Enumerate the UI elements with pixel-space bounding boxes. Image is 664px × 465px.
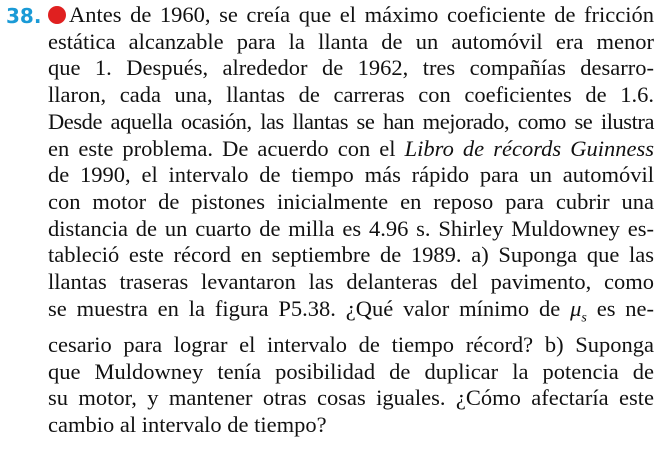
text-line-11: llantas traseras levantaron las delanteras del pavimento, como [48, 269, 654, 295]
text-line-16: cambio al intervalo de tiempo? [48, 412, 327, 438]
text-line-15: su motor, y mantener otras cosas iguales. ¿Cómo afectaría este [48, 385, 654, 411]
problem-number: 38. [6, 4, 42, 28]
text-line-12: se muestra en la figura P5.38. ¿Qué valor mínimo de $\mu_s$ es ne- [48, 295, 655, 326]
text-line-8: con motor de pistones inicialmente en reposo para cubrir una [48, 188, 654, 214]
text-line-5: Desde aquella ocasión, las llantas se han mejorado, como se ilustra [48, 108, 654, 134]
text-line-1: Antes de 1960, se creía que el máximo coeficiente de fricción [48, 2, 654, 29]
text-line-4: llaron, cada una, llantas de carreras con coeficientes de 1.6. [48, 82, 654, 108]
book-title: Libro de récords Guinness [404, 135, 654, 161]
text-line-7: de 1990, el intervalo de tiempo más rápido para un automóvil [48, 162, 654, 188]
mu-s-symbol: $\mu_s$ [570, 295, 587, 326]
difficulty-dot-icon [48, 6, 66, 24]
text-line-9: distancia de un cuarto de milla es 4.96 s. Shirley Muldowney es- [48, 215, 654, 241]
text-line-13: cesario para lograr el intervalo de tiempo récord? b) Suponga [48, 331, 654, 357]
text-line-10: tableció este récord en septiembre de 1989. a) Suponga que las [48, 242, 654, 268]
text-line-14: que Muldowney tenía posibilidad de duplicar la potencia de [48, 358, 654, 384]
text-line-6: en este problema. De acuerdo con el Libro de récords Guinness [48, 135, 654, 161]
text-line-3: que 1. Después, alrededor de 1962, tres compañías desarro- [48, 55, 654, 81]
text-line-2: estática alcanzable para la llanta de un automóvil era menor [48, 28, 654, 54]
problem-text [48, 2, 654, 439]
